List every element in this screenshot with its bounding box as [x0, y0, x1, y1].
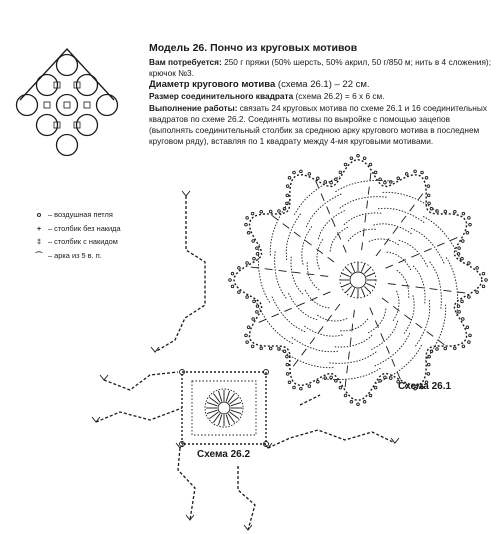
double-crochet-mark: [392, 359, 395, 366]
double-crochet-mark: [375, 321, 378, 328]
double-crochet-mark: [327, 206, 330, 213]
double-crochet-mark: [352, 324, 353, 332]
double-crochet-mark: [310, 338, 315, 344]
chain-stitch-dot: [454, 347, 457, 350]
chain-stitch-dot: [286, 363, 289, 366]
chain-end-fork: [100, 375, 108, 380]
double-crochet-mark: [416, 323, 422, 328]
chain-stitch-dot: [246, 217, 249, 220]
chain-stitch-dot: [308, 385, 311, 388]
chain-stitch-dot: [357, 403, 360, 406]
symbol-legend: [34, 208, 121, 262]
double-crochet-mark: [272, 314, 279, 317]
double-crochet-mark: [368, 187, 369, 195]
single-crochet-symbol: +: [36, 223, 42, 233]
motif-fan-arc: [370, 321, 398, 350]
motif-fan-arc: [373, 333, 410, 367]
double-crochet-mark: [401, 216, 406, 222]
double-crochet-symbol: ‡: [36, 237, 42, 246]
motif-fan-arc: [294, 177, 340, 215]
circular-motif-chart: [229, 155, 488, 406]
legend-item: [34, 235, 121, 249]
center-stitch-mark: [351, 288, 355, 296]
double-crochet-mark: [320, 276, 328, 277]
center-stitch-mark: [351, 263, 355, 271]
chain-stitch-dot: [428, 202, 431, 205]
chain-stitch-dot: [253, 257, 256, 260]
chain-stitch-dot: [476, 267, 479, 270]
center-stitch-mark: [341, 273, 349, 277]
square-outer-border: [182, 372, 266, 444]
chain-stitch-dot: [462, 240, 465, 243]
motif-fan-arc: [306, 193, 343, 227]
square-size-label: Размер соединительного квадрата: [149, 91, 294, 102]
chain-stitch-dot: [231, 285, 234, 288]
double-crochet-mark: [306, 274, 314, 275]
motif-fan-arc: [369, 239, 400, 245]
chain-stitch-dot: [374, 171, 377, 174]
chain-stitch-dot: [476, 291, 479, 294]
double-crochet-mark: [293, 360, 298, 366]
legend-label: – арка из 5 в. п.: [48, 250, 102, 260]
schematic-motif-circle: [17, 95, 38, 116]
motif-fan-arc: [413, 266, 425, 304]
double-crochet-mark: [345, 379, 346, 387]
chain-stitch-dot: [469, 223, 472, 226]
double-crochet-mark: [293, 272, 301, 273]
chain-stitch-dot: [317, 380, 320, 383]
chain-stitch-dot: [238, 291, 241, 294]
motif-fan-arc: [271, 295, 305, 332]
chain-stitch-dot: [462, 212, 465, 215]
square-stitch-mark: [218, 415, 221, 425]
motif-fan-arc: [317, 239, 323, 270]
legend-label: – столбик без накида: [48, 223, 121, 233]
double-crochet-mark: [354, 310, 355, 318]
motif-fan-arc: [387, 252, 412, 271]
page-title: Модель 26. Пончо из круговых мотивов: [149, 42, 358, 54]
motif-fan-arc: [330, 227, 349, 252]
motif-fan-arc: [340, 197, 389, 209]
chain-stitch-dot: [308, 173, 311, 176]
center-stitch-mark: [341, 283, 349, 287]
chain-stitch-dot: [252, 240, 255, 243]
double-crochet-mark: [367, 201, 368, 209]
double-crochet-mark: [430, 289, 438, 290]
chain-stitch-dot: [286, 194, 289, 197]
chain-stitch-dot: [350, 401, 353, 404]
chain-stitch-dot: [269, 347, 272, 350]
double-crochet-mark: [328, 257, 334, 262]
chain-stitch-dot: [330, 181, 333, 184]
double-crochet-mark: [370, 308, 373, 315]
square-stitch-mark: [226, 391, 229, 401]
chain-stitch-dot: [357, 155, 360, 158]
double-crochet-mark: [350, 338, 351, 346]
double-crochet-mark: [386, 265, 393, 268]
motif-fan-arc: [336, 180, 395, 191]
double-crochet-mark: [294, 232, 300, 237]
chain-stitch-dot: [231, 272, 234, 275]
joining-chain: [268, 430, 395, 448]
chain-stitch-dot: [251, 212, 254, 215]
schematic-motif-circle: [97, 95, 118, 116]
double-crochet-mark: [382, 298, 388, 303]
chain-stitch-dot: [252, 318, 255, 321]
double-crochet-mark: [335, 304, 340, 310]
center-stitch-mark: [364, 286, 370, 292]
double-crochet-mark: [362, 242, 363, 250]
double-crochet-mark: [332, 219, 335, 226]
square-center-ring: [218, 402, 230, 414]
chain-stitch-dot: [260, 347, 263, 350]
chain-stitch-dot: [468, 341, 471, 344]
instructions-label: Выполнение работы:: [149, 102, 238, 113]
chain-stitch-dot: [369, 163, 372, 166]
chain-stitch-dot: [427, 194, 430, 197]
double-crochet-mark: [318, 326, 323, 332]
chain-stitch-dot: [462, 345, 465, 348]
chain-stitch-dot: [286, 185, 289, 188]
center-stitch-mark: [366, 273, 374, 277]
double-crochet-mark: [316, 181, 319, 188]
schematic-square: [84, 102, 90, 108]
legend-label: – столбик с накидом: [48, 237, 118, 246]
double-crochet-mark: [283, 224, 289, 229]
chain-stitch-dot: [374, 386, 377, 389]
chain-stitch-dot: [482, 285, 485, 288]
chain-stitch-dot: [324, 181, 327, 184]
motif-chart-label: Схема 26.1: [398, 381, 452, 392]
motif-diameter-label: Диаметр кругового мотива: [149, 79, 276, 91]
chain-stitch-dot: [317, 177, 320, 180]
chain-stitch-dot: [427, 363, 430, 366]
joining-chain: [104, 372, 178, 390]
motif-fan-arc: [318, 210, 346, 239]
double-crochet-mark: [418, 194, 423, 200]
chain-stitch-dot: [444, 347, 447, 350]
motif-fan-arc: [411, 228, 445, 264]
motif-fan-arc: [393, 291, 399, 322]
chain-stitch-dot: [421, 171, 424, 174]
motif-fan-arc: [430, 262, 442, 311]
motif-fan-arc: [367, 309, 386, 334]
motif-center-ring: [350, 272, 366, 288]
chain-stitch-symbol: o: [36, 210, 42, 219]
double-crochet-mark: [416, 287, 424, 288]
double-crochet-mark: [279, 270, 287, 271]
motif-fan-arc: [255, 298, 293, 344]
chain-stitch-dot: [288, 381, 291, 384]
center-stitch-mark: [345, 286, 351, 292]
chain-stitch-dot: [444, 210, 447, 213]
chain-stitch-dot: [293, 386, 296, 389]
double-crochet-mark: [399, 260, 406, 263]
instructions-text: связать 24 круговых мотива по схеме 26.1 и 16 соединительных квадратов по схеме 26.2. Соединять мотивы по выкройке с помощью зацепов (выполнять соединительный столбик за среднюю арку кругового мотива в последнем круговом ряду), вставляя по 1 квадрату между 4-мя круговыми мотивами.: [149, 102, 487, 147]
double-crochet-mark: [251, 267, 259, 268]
square-chart-label: Схема 26.2: [197, 449, 251, 460]
square-stitch-mark: [226, 415, 229, 425]
double-crochet-mark: [450, 238, 457, 241]
chain-stitch-dot: [414, 170, 417, 173]
square-stitch-mark: [207, 410, 217, 413]
chain-stitch-dot: [247, 232, 250, 235]
double-crochet-mark: [347, 365, 348, 373]
chain-stitch-dot: [384, 181, 387, 184]
joining-chain: [238, 466, 255, 530]
chain-stitch-dot: [468, 296, 471, 299]
motif-fan-arc: [275, 250, 287, 298]
chain-stitch-dot: [466, 232, 469, 235]
chain-stitch-dot: [246, 341, 249, 344]
chain-stitch-dot: [260, 210, 263, 213]
chain-stitch-dot: [288, 176, 291, 179]
center-stitch-mark: [361, 263, 365, 271]
chain-stitch-dot: [427, 185, 430, 188]
chain-stitch-dot: [350, 157, 353, 160]
motif-fan-arc: [423, 216, 461, 262]
motif-fan-arc: [348, 229, 376, 241]
chain-stitch-dot: [300, 170, 303, 173]
chain-stitch-dot: [454, 210, 457, 213]
double-crochet-mark: [457, 292, 465, 293]
chain-stitch-dot: [384, 376, 387, 379]
chain-stitch-dot: [247, 326, 250, 329]
double-crochet-mark: [388, 284, 396, 285]
double-crochet-mark: [305, 240, 311, 245]
square-size-text: (схема 26.2) = 6 х 6 см.: [295, 91, 385, 102]
schematic-motif-circle: [57, 95, 78, 116]
chain-stitch-dot: [482, 272, 485, 275]
joining-chain: [300, 395, 320, 405]
double-crochet-mark: [363, 228, 364, 236]
chain-stitch-dot: [344, 163, 347, 166]
chain-stitch-dot: [468, 262, 471, 265]
double-crochet-mark: [265, 269, 273, 270]
chain-stitch-dot: [238, 267, 241, 270]
double-crochet-mark: [437, 243, 444, 246]
motif-fan-arc: [258, 244, 269, 303]
chain-stitch-dot: [300, 387, 303, 390]
center-stitch-mark: [364, 267, 370, 273]
motif-fan-arc: [317, 315, 348, 321]
double-crochet-mark: [443, 290, 451, 291]
double-crochet-mark: [427, 332, 433, 337]
chain-stitch-dot: [253, 300, 256, 303]
chain-stitch-dot: [229, 279, 232, 282]
chain-stitch-dot: [256, 247, 259, 250]
chain-stitch-dot: [363, 401, 366, 404]
motif-fan-arc: [399, 240, 428, 268]
chain-end-fork: [182, 191, 190, 196]
double-crochet-mark: [381, 333, 384, 340]
chain-stitch-dot: [469, 334, 472, 337]
chain-stitch-dot: [458, 247, 461, 250]
chain-stitch-dot: [339, 171, 342, 174]
motif-fan-arc: [334, 335, 372, 347]
chain-arch-symbol: ⌒: [35, 250, 43, 260]
motif-fan-arc: [322, 368, 381, 379]
chain-stitch-dot: [461, 257, 464, 260]
chain-stitch-dot: [397, 177, 400, 180]
chain-stitch-dot: [339, 386, 342, 389]
joining-chain: [178, 448, 195, 520]
chain-stitch-dot: [293, 171, 296, 174]
instructions-block: [149, 57, 493, 147]
chain-stitch-dot: [485, 279, 488, 282]
joining-chain: [96, 408, 182, 422]
materials-text: 250 г пряжи (50% шерсть, 50% акрил, 50 г/850 м; нить в 4 сложения); крючок №3.: [149, 57, 492, 79]
square-stitch-mark: [231, 402, 241, 405]
motif-fan-arc: [307, 262, 319, 290]
schematic-square: [64, 102, 70, 108]
center-stitch-mark: [345, 267, 351, 273]
square-stitch-mark: [231, 410, 241, 413]
chain-stitch-dot: [405, 173, 408, 176]
chain-stitch-dot: [468, 217, 471, 220]
motif-fan-arc: [291, 256, 303, 294]
motif-outer-edge: [234, 160, 482, 401]
double-crochet-mark: [284, 308, 291, 311]
schematic-square: [44, 102, 50, 108]
schematic-motif-circle: [57, 135, 78, 156]
center-stitch-mark: [366, 283, 374, 287]
chain-stitch-dot: [330, 376, 333, 379]
schematic-outline: [20, 49, 114, 100]
chain-stitch-dot: [344, 394, 347, 397]
chain-stitch-dot: [246, 296, 249, 299]
double-crochet-mark: [438, 340, 444, 345]
chain-stitch-dot: [390, 377, 393, 380]
chain-stitch-dot: [363, 157, 366, 160]
chain-stitch-dot: [286, 373, 289, 376]
chain-stitch-dot: [269, 210, 272, 213]
chain-stitch-dot: [278, 210, 281, 213]
legend-item: [34, 249, 121, 263]
double-crochet-mark: [348, 352, 349, 360]
double-crochet-mark: [411, 254, 418, 257]
double-crochet-mark: [259, 319, 266, 322]
legend-item: [34, 208, 121, 222]
motif-fan-arc: [344, 213, 382, 225]
double-crochet-mark: [370, 173, 371, 181]
poncho-layout-schematic: [17, 49, 118, 156]
double-crochet-mark: [376, 250, 381, 256]
joining-chain: [155, 196, 205, 352]
chain-stitch-dot: [462, 318, 465, 321]
motif-fan-arc: [305, 289, 330, 308]
double-crochet-mark: [386, 346, 389, 353]
double-crochet-mark: [272, 215, 278, 220]
double-crochet-mark: [310, 297, 317, 300]
connecting-square-chart: [180, 370, 269, 447]
materials-label: Вам потребуется:: [149, 57, 222, 67]
motif-fan-arc: [340, 319, 368, 331]
double-crochet-mark: [404, 315, 410, 320]
chain-stitch-dot: [466, 326, 469, 329]
double-crochet-mark: [338, 232, 341, 239]
motif-fan-arc: [376, 345, 422, 383]
legend-label: – воздушная петля: [48, 210, 113, 219]
double-crochet-mark: [402, 285, 410, 286]
double-crochet-mark: [302, 349, 307, 355]
double-crochet-mark: [297, 303, 304, 306]
chain-stitch-dot: [245, 334, 248, 337]
motif-fan-arc: [288, 292, 317, 320]
double-crochet-mark: [393, 227, 398, 233]
double-crochet-mark: [323, 292, 330, 295]
motif-fan-arc: [397, 270, 409, 298]
chain-stitch-dot: [436, 348, 439, 351]
chain-stitch-dot: [425, 176, 428, 179]
double-crochet-mark: [343, 245, 346, 252]
legend-item: [34, 222, 121, 236]
chain-stitch-dot: [427, 373, 430, 376]
double-crochet-mark: [321, 194, 324, 201]
chain-stitch-dot: [256, 311, 259, 314]
chain-stitch-dot: [286, 355, 289, 358]
center-stitch-mark: [361, 288, 365, 296]
chain-stitch-dot: [246, 262, 249, 265]
chain-stitch-dot: [458, 311, 461, 314]
square-inner-border: [192, 381, 256, 435]
chain-stitch-dot: [251, 345, 254, 348]
chain-stitch-dot: [369, 394, 372, 397]
motif-fan-arc: [328, 352, 377, 364]
double-crochet-mark: [365, 215, 366, 223]
motif-fan-arc: [446, 258, 457, 317]
chain-stitch-dot: [245, 223, 248, 226]
motif-diameter-text: (схема 26.1) – 22 см.: [277, 79, 370, 91]
square-stitch-mark: [207, 402, 217, 405]
square-stitch-mark: [218, 391, 221, 401]
chain-stitch-dot: [461, 300, 464, 303]
double-crochet-mark: [410, 205, 415, 211]
double-crochet-mark: [424, 249, 431, 252]
joining-chains: [92, 191, 399, 530]
